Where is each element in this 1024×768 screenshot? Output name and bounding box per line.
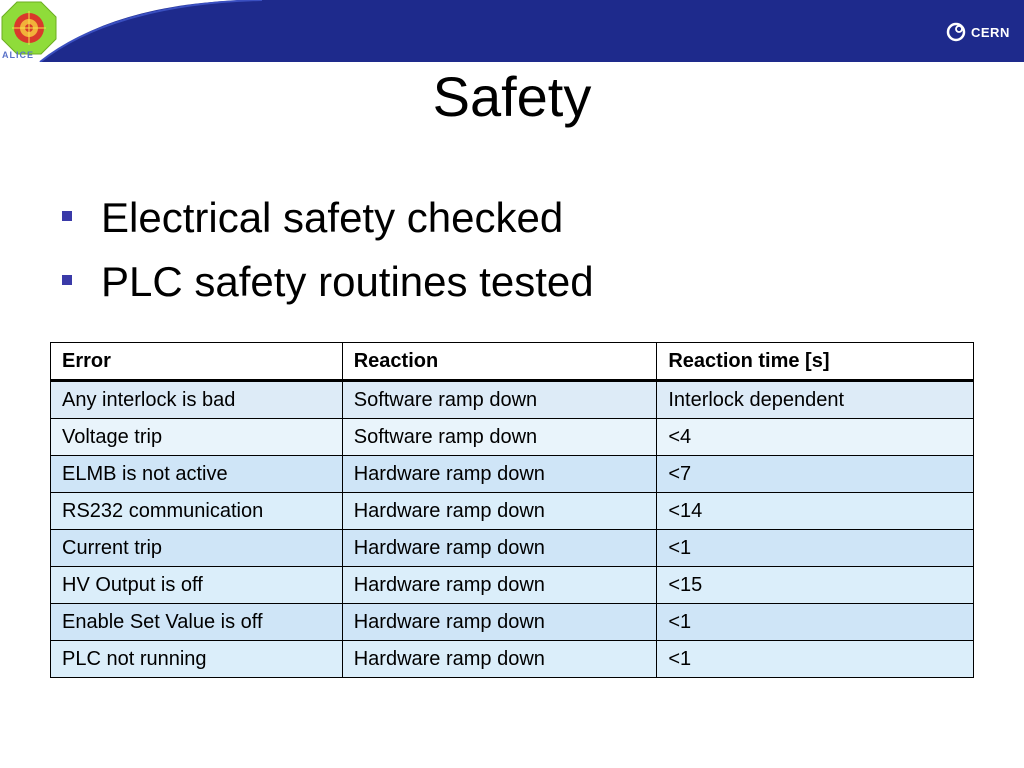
cell-reaction-time: <14 bbox=[657, 493, 974, 530]
header-band bbox=[0, 0, 1024, 62]
cern-ring-icon bbox=[945, 21, 967, 43]
cell-error: HV Output is off bbox=[51, 567, 343, 604]
cell-reaction-time: <4 bbox=[657, 419, 974, 456]
cell-reaction: Software ramp down bbox=[342, 419, 657, 456]
cern-logo bbox=[941, 20, 1021, 44]
square-bullet-icon bbox=[62, 211, 72, 221]
cell-reaction: Hardware ramp down bbox=[342, 567, 657, 604]
table-row bbox=[51, 493, 974, 530]
cell-reaction: Hardware ramp down bbox=[342, 604, 657, 641]
table-row bbox=[51, 419, 974, 456]
bullet-list bbox=[62, 186, 594, 314]
cell-reaction-time: <1 bbox=[657, 604, 974, 641]
cell-reaction-time: <1 bbox=[657, 641, 974, 678]
cell-error: RS232 communication bbox=[51, 493, 343, 530]
cell-error: PLC not running bbox=[51, 641, 343, 678]
header-reaction-time: Reaction time [s] bbox=[657, 343, 974, 381]
header-swoosh bbox=[0, 0, 1024, 62]
cell-reaction: Software ramp down bbox=[342, 381, 657, 419]
square-bullet-icon bbox=[62, 275, 72, 285]
cell-reaction-time: <7 bbox=[657, 456, 974, 493]
cell-error: Voltage trip bbox=[51, 419, 343, 456]
alice-logo bbox=[0, 0, 58, 62]
cell-reaction-time: <1 bbox=[657, 530, 974, 567]
cell-reaction-time: <15 bbox=[657, 567, 974, 604]
cell-reaction: Hardware ramp down bbox=[342, 530, 657, 567]
cell-reaction: Hardware ramp down bbox=[342, 641, 657, 678]
cell-error: ELMB is not active bbox=[51, 456, 343, 493]
cell-reaction: Hardware ramp down bbox=[342, 456, 657, 493]
slide-title: Safety bbox=[432, 65, 592, 128]
cell-reaction-time: Interlock dependent bbox=[657, 381, 974, 419]
bullet-text: Electrical safety checked bbox=[101, 194, 564, 241]
alice-octagon-icon bbox=[0, 0, 58, 56]
table-row bbox=[51, 567, 974, 604]
safety-table bbox=[50, 342, 974, 678]
cern-logo-text: CERN bbox=[971, 24, 1010, 40]
table-row bbox=[51, 530, 974, 567]
table-header-row bbox=[51, 343, 974, 381]
cell-error: Enable Set Value is off bbox=[51, 604, 343, 641]
table-row bbox=[51, 604, 974, 641]
header-reaction: Reaction bbox=[342, 343, 657, 381]
header-error: Error bbox=[51, 343, 343, 381]
cell-reaction: Hardware ramp down bbox=[342, 493, 657, 530]
table-row bbox=[51, 456, 974, 493]
table-row bbox=[51, 381, 974, 419]
bullet-text: PLC safety routines tested bbox=[101, 258, 594, 305]
alice-logo-text: ALICE bbox=[2, 50, 34, 60]
bullet-item bbox=[62, 250, 594, 314]
cell-error: Any interlock is bad bbox=[51, 381, 343, 419]
table-row bbox=[51, 641, 974, 678]
cell-error: Current trip bbox=[51, 530, 343, 567]
bullet-item bbox=[62, 186, 594, 250]
